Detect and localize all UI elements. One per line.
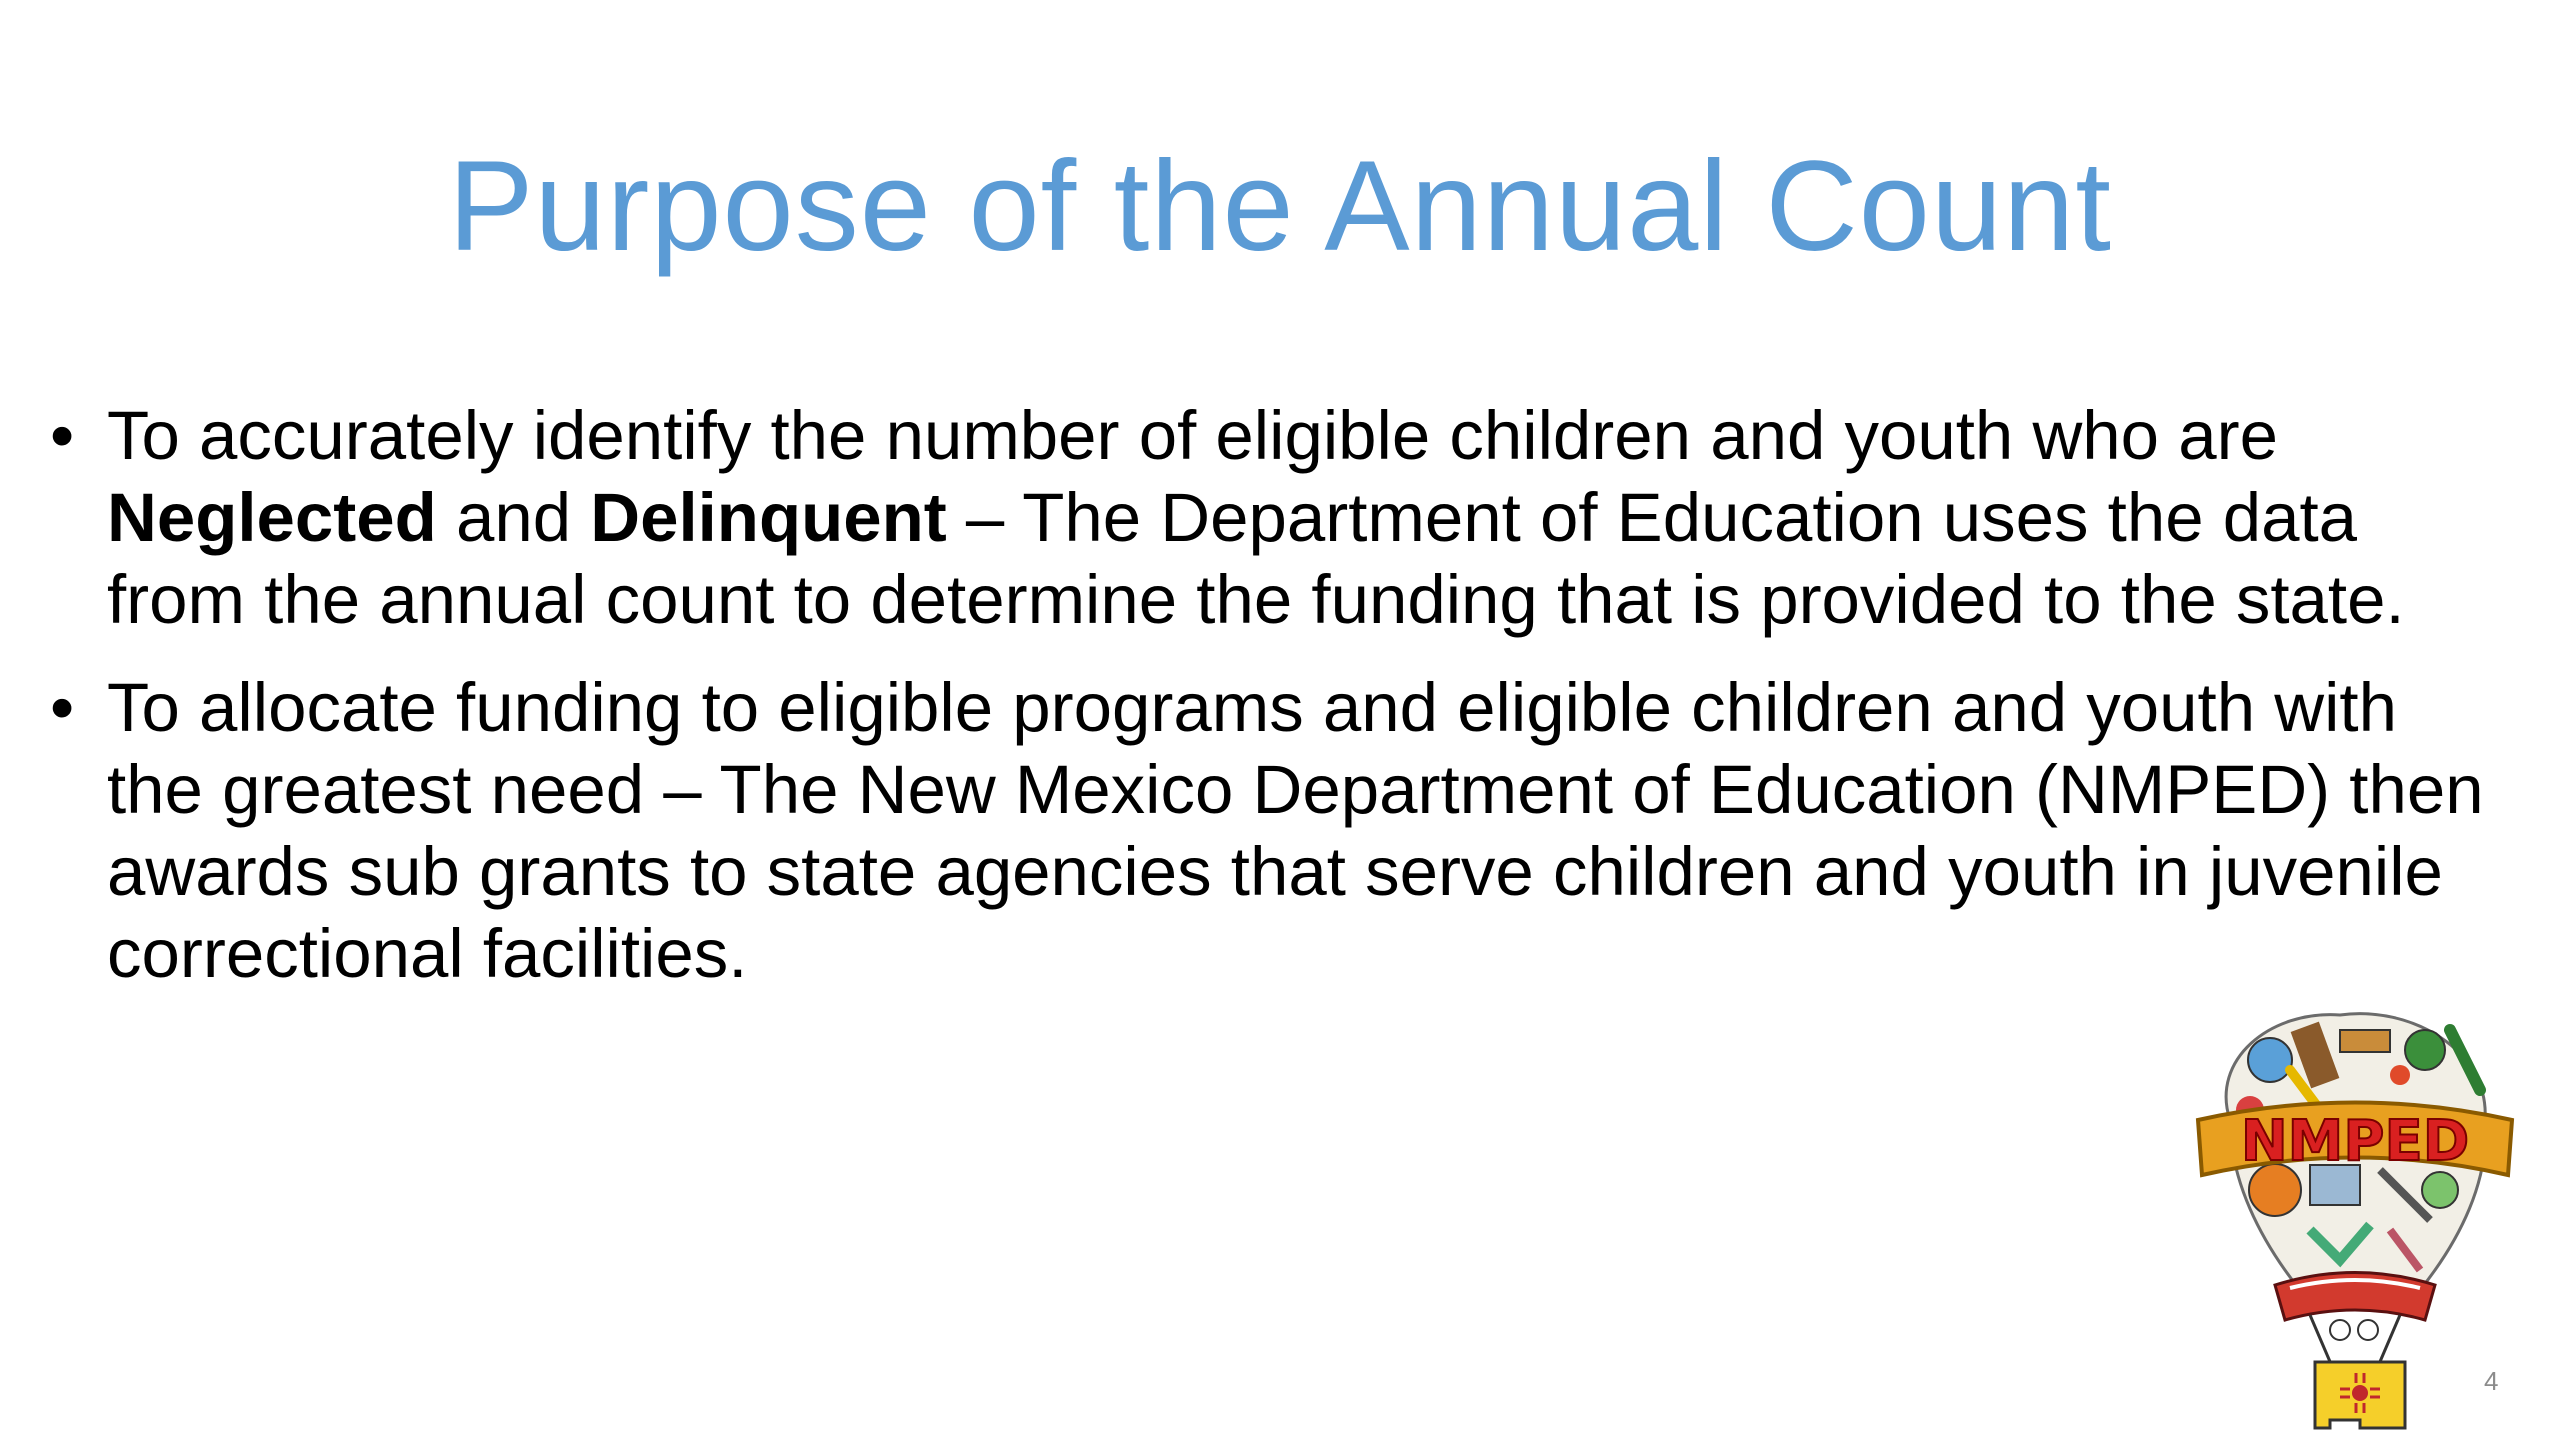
nmped-logo bbox=[2190, 990, 2520, 1430]
bullet-text: To accurately identify the number of eligible children and youth who are bbox=[107, 397, 2278, 474]
bullet-text: To allocate funding to eligible programs and eligible children and youth with the greatest need – The New Mexico Department of Education (NMPED) then awards sub grants to state agencies that serve children and youth in juvenile correctional facilities. bbox=[107, 669, 2484, 992]
bullet-marker: • bbox=[50, 669, 75, 746]
slide-title: Purpose of the Annual Count bbox=[448, 135, 2112, 278]
page-number: 4 bbox=[2484, 1366, 2499, 1396]
bullet-list bbox=[50, 395, 2510, 1021]
emphasis-neglected: Neglected bbox=[107, 479, 437, 556]
emphasis-delinquent: Delinquent bbox=[590, 479, 947, 556]
bullet-marker: • bbox=[50, 397, 75, 474]
bullet-text: – The Department of Education uses the data from the annual count to determine the funding that is provided to the state. bbox=[107, 479, 2405, 638]
nmped-balloon-logo-icon bbox=[2190, 990, 2520, 1430]
bullet-text: and bbox=[436, 479, 591, 556]
new-mexico-state bbox=[2315, 1362, 2405, 1428]
bullet-item-counting bbox=[50, 395, 2510, 641]
nmped-logo-text: NMPED bbox=[2240, 1109, 2470, 1174]
nmped-banner bbox=[2198, 1103, 2512, 1176]
bullet-item-funding bbox=[50, 667, 2510, 995]
